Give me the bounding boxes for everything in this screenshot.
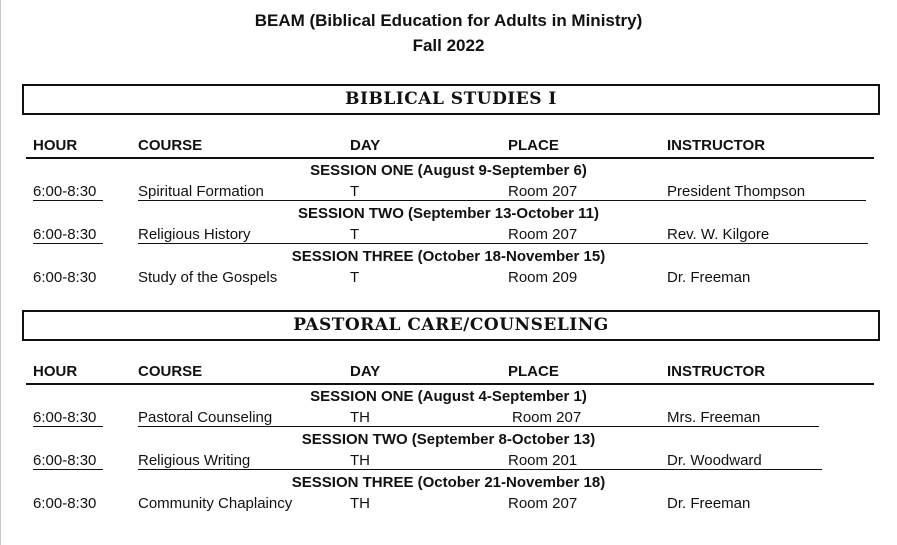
document-term: Fall 2022 [412, 36, 485, 55]
instructor-cell: Dr. Freeman [667, 495, 751, 512]
place-cell: Room 207 [508, 226, 578, 243]
column-header-instructor: INSTRUCTOR [667, 363, 766, 380]
course-cell: Study of the Gospels [138, 269, 278, 286]
hour-cell: 6:00-8:30 [33, 409, 97, 426]
day-cell: TH [350, 409, 370, 426]
hour-cell: 6:00-8:30 [33, 269, 97, 286]
column-header-hour: HOUR [33, 363, 78, 380]
session-label: SESSION ONE (August 4-September 1) [310, 388, 587, 405]
day-cell: T [350, 226, 360, 243]
course-cell: Spiritual Formation [138, 183, 264, 200]
instructor-cell: President Thompson [667, 183, 806, 200]
header-rule [26, 157, 874, 159]
column-header-place: PLACE [508, 137, 559, 154]
section-heading-pastoral-care: PASTORAL CARE/COUNSELING [22, 310, 880, 341]
day-cell: T [350, 183, 360, 200]
instructor-cell: Rev. W. Kilgore [667, 226, 770, 243]
hour-cell: 6:00-8:30 [33, 226, 97, 243]
session-label: SESSION TWO (September 8-October 13) [301, 431, 596, 448]
row-underline [33, 200, 103, 201]
place-cell: Room 207 [512, 409, 582, 426]
hour-cell: 6:00-8:30 [33, 183, 97, 200]
day-cell: T [350, 269, 360, 286]
day-cell: TH [350, 452, 370, 469]
course-cell: Religious Writing [138, 452, 251, 469]
column-header-place: PLACE [508, 363, 559, 380]
course-cell: Pastoral Counseling [138, 409, 273, 426]
hour-cell: 6:00-8:30 [33, 452, 97, 469]
hour-cell: 6:00-8:30 [33, 495, 97, 512]
day-cell: TH [350, 495, 370, 512]
place-cell: Room 207 [508, 495, 578, 512]
session-label: SESSION ONE (August 9-September 6) [310, 162, 587, 179]
row-underline [33, 469, 103, 470]
instructor-cell: Dr. Woodward [667, 452, 762, 469]
row-underline [33, 243, 103, 244]
column-header-hour: HOUR [33, 137, 78, 154]
row-underline [138, 469, 822, 470]
column-header-course: COURSE [138, 363, 203, 380]
column-header-day: DAY [350, 363, 381, 380]
row-underline [138, 200, 866, 201]
course-cell: Religious History [138, 226, 251, 243]
session-label: SESSION THREE (October 21-November 18) [291, 474, 606, 491]
instructor-cell: Dr. Freeman [667, 269, 751, 286]
row-underline [33, 426, 103, 427]
column-header-day: DAY [350, 137, 381, 154]
session-label: SESSION TWO (September 13-October 11) [298, 205, 599, 222]
place-cell: Room 207 [508, 183, 578, 200]
column-header-instructor: INSTRUCTOR [667, 137, 766, 154]
place-cell: Room 209 [508, 269, 578, 286]
document-title: BEAM (Biblical Education for Adults in Ministry) [254, 11, 643, 30]
place-cell: Room 201 [508, 452, 578, 469]
page-left-edge [0, 0, 1, 545]
row-underline [138, 426, 819, 427]
course-cell: Community Chaplaincy [138, 495, 293, 512]
section-heading-biblical-studies: BIBLICAL STUDIES I [22, 84, 880, 115]
session-label: SESSION THREE (October 18-November 15) [291, 248, 606, 265]
instructor-cell: Mrs. Freeman [667, 409, 761, 426]
header-rule [26, 383, 874, 385]
row-underline [138, 243, 868, 244]
column-header-course: COURSE [138, 137, 203, 154]
